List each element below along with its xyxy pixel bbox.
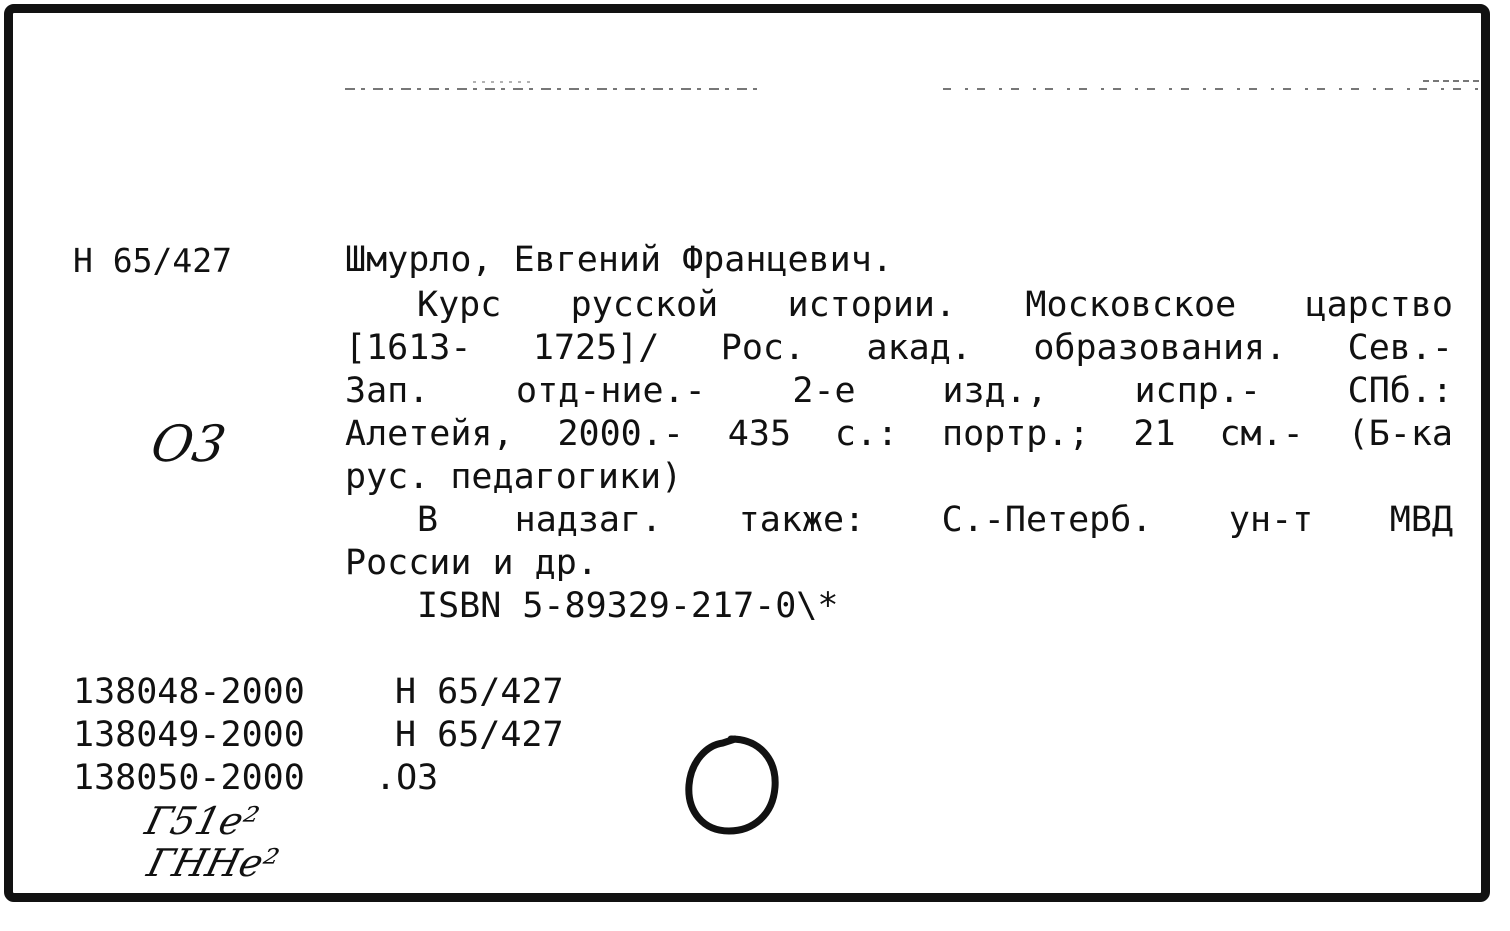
copy-location-1: Н 65/427 bbox=[395, 672, 564, 712]
title-line-2: [1613- 1725]/ Рос. акад. образования. Сев.- bbox=[345, 328, 1453, 368]
title-line-1: Курс русской истории. Московское царство bbox=[417, 285, 1453, 325]
copy-number-2: 138049-2000 bbox=[73, 715, 305, 755]
note-line-1: В надзаг. также: С.-Петерб. ун-т МВД bbox=[417, 500, 1453, 540]
title-line-3: Зап. отд-ние.- 2-е изд., испр.- СПб.: bbox=[345, 371, 1453, 411]
title-line-5: рус. педагогики) bbox=[345, 457, 683, 497]
copy-location-3: .О3 bbox=[375, 758, 439, 798]
shelf-mark: Н 65/427 bbox=[73, 241, 232, 280]
handwritten-note-2: ГННе² bbox=[143, 841, 284, 885]
isbn: ISBN 5-89329-217-0\* bbox=[417, 586, 839, 626]
handwritten-note-1: Г51е² bbox=[141, 799, 264, 843]
copy-location-2: Н 65/427 bbox=[395, 715, 564, 755]
dotted-guide-line bbox=[343, 79, 1483, 93]
author-heading: Шмурло, Евгений Францевич. bbox=[345, 240, 893, 280]
circle-stamp bbox=[677, 731, 787, 841]
copy-number-1: 138048-2000 bbox=[73, 672, 305, 712]
catalog-card bbox=[4, 4, 1490, 902]
handwritten-code: О3 bbox=[147, 415, 231, 473]
note-line-2: России и др. bbox=[345, 543, 598, 583]
title-line-4: Алетейя, 2000.- 435 с.: портр.; 21 см.- (Б-ка bbox=[345, 414, 1453, 454]
copy-number-3: 138050-2000 bbox=[73, 758, 305, 798]
